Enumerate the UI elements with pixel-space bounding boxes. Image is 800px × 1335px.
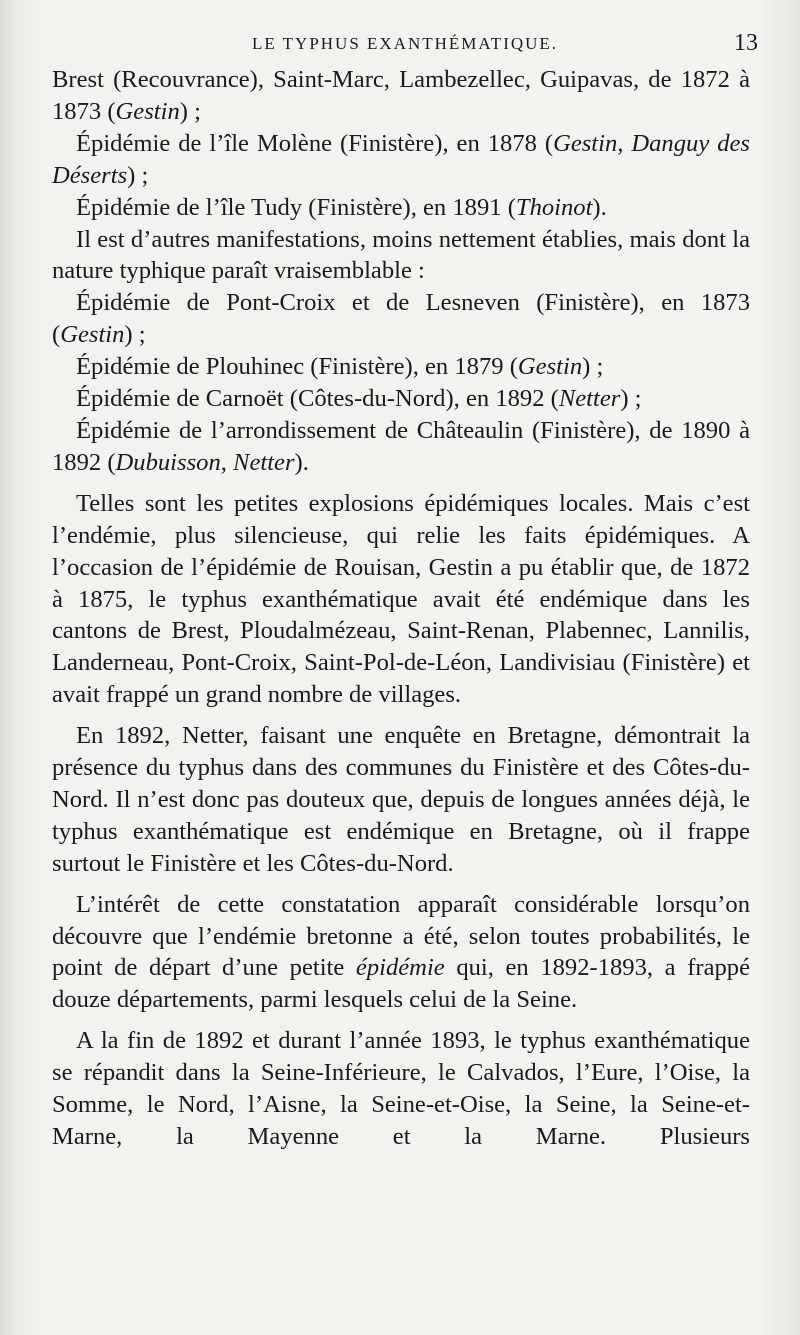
paragraph-12: A la fin de 1892 et durant l’année 1893, le typhus exanthématique se répandit dans la Seine-Inférieure, le Calvados, l’Eure, l’Oise, la Somme, le Nord, l’Aisne, la Seine-et-Oise, la Seine, la Seine-et-Marne, la Mayenne et la Marne. Plusieurs <box>52 1027 750 1150</box>
page-header <box>52 30 758 60</box>
paragraph-7: Épidémie de Carnoët (Côtes-du-Nord), en 1892 (Netter) ; <box>76 385 642 413</box>
paragraph-1: Brest (Recouvrance), Saint-Marc, Lambezellec, Guipavas, de 1872 à 1873 (Gestin) ; <box>52 66 750 125</box>
paragraph-10: En 1892, Netter, faisant une enquête en Bretagne, démontrait la présence du typhus dans des communes du Finistère et des Côtes-du-Nord. Il n’est donc pas douteux que, depuis de longues années déjà, le typhus exanthématique est endémique en Bretagne, où il frappe surtout le Finistère et les Côtes-du-Nord. <box>52 722 750 877</box>
running-title: LE TYPHUS EXANTHÉMATIQUE. <box>251 34 559 53</box>
paragraph-4: Il est d’autres manifestations, moins nettement établies, mais dont la nature typhique paraît vraisemblable : <box>52 225 750 285</box>
body-text <box>52 64 750 1153</box>
paragraph-6: Épidémie de Plouhinec (Finistère), en 1879 (Gestin) ; <box>76 353 604 381</box>
paragraph-9: Telles sont les petites explosions épidémiques locales. Mais c’est l’endémie, plus silencieuse, qui relie les faits épidémiques. A l’occasion de l’épidémie de Rouisan, Gestin a pu établir que, de 1872 à 1875, le typhus exanthématique avait été endémique dans les cantons de Brest, Ploudalmézeau, Saint-Renan, Plabennec, Lannilis, Landerneau, Pont-Croix, Saint-Pol-de-Léon, Landivisiau (Finistère) et avait frappé un grand nombre de villages. <box>52 489 750 709</box>
page-number: 13 <box>734 30 758 56</box>
paragraph-2: Épidémie de l’île Molène (Finistère), en 1878 (Gestin, Danguy des Déserts) ; <box>52 129 750 189</box>
paragraph-3: Épidémie de l’île Tudy (Finistère), en 1891 (Thoinot). <box>76 193 607 221</box>
paragraph-8: Épidémie de l’arrondissement de Châteaulin (Finistère), de 1890 à 1892 (Dubuisson, Netter). <box>52 416 750 476</box>
paragraph-5: Épidémie de Pont-Croix et de Lesneven (Finistère), en 1873 (Gestin) ; <box>52 289 750 349</box>
paragraph-11: L’intérêt de cette constatation apparaît considérable lorsqu’on découvre que l’endémie bretonne a été, selon toutes probabilités, le point de départ d’une petite épidémie qui, en 1892-1893, a frappé douze départements, parmi lesquels celui de la Seine. <box>52 890 750 1014</box>
